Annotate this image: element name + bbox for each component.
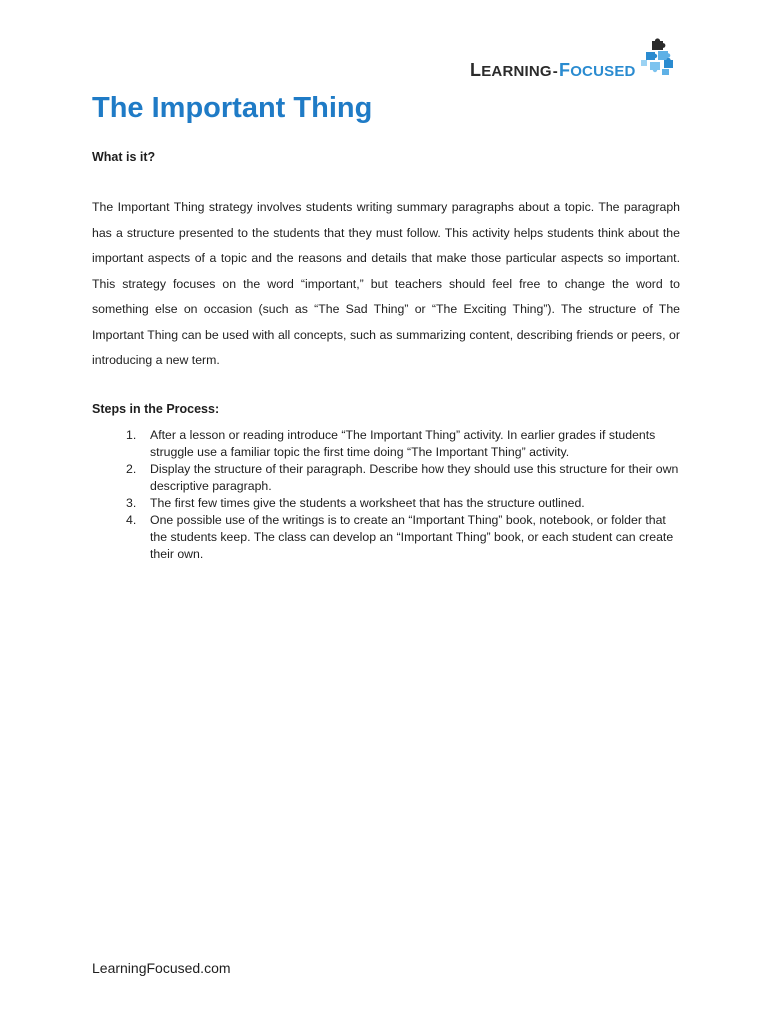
intro-paragraph: The Important Thing strategy involves students writing summary paragraphs about a topic. The paragraph has a structure presented to the students that they must follow. This activity helps students think about the important aspects of a topic and the reasons and details that make those particular aspects so important. This strategy focuses on the word “important,” but teachers should feel free to change the word to something else on occasion (such as “The Sad Thing” or “The Exciting Thing”). The structure of The Important Thing can be used with all concepts, such as summarizing content, describing friends or peers, or introducing a new term. (92, 200, 680, 367)
step-number: 1. (126, 428, 137, 442)
logo-word-learning: EARNING (481, 63, 552, 80)
list-item (126, 495, 682, 512)
puzzle-pieces-icon (640, 38, 676, 76)
list-item (126, 461, 682, 495)
logo-initial-l: L (470, 60, 482, 80)
page-title: The Important Thing (92, 92, 373, 124)
footer-website: LearningFocused.com (92, 960, 231, 976)
logo-separator: - (552, 63, 558, 80)
step-number: 2. (126, 462, 137, 476)
steps-list (126, 427, 682, 563)
what-is-it-heading: What is it? (92, 150, 156, 164)
steps-heading: Steps in the Process: (92, 402, 220, 416)
step-text: Display the structure of their paragraph. Describe how they should use this structure for their own descriptive paragraph. (150, 462, 679, 493)
step-number: 3. (126, 496, 137, 510)
logo-wordmark (470, 60, 636, 81)
logo-word-focused: OCUSED (570, 63, 636, 80)
logo-initial-f: F (558, 60, 571, 80)
list-item (126, 512, 682, 563)
step-text: After a lesson or reading introduce “The Important Thing” activity. In earlier grades if students struggle use a familiar topic the first time doing “The Important Thing” activity. (150, 428, 656, 459)
list-item (126, 427, 682, 461)
step-text: One possible use of the writings is to create an “Important Thing” book, notebook, or folder that the students keep. The class can develop an “Important Thing” book, or each student can create their own. (150, 513, 674, 561)
step-number: 4. (126, 513, 137, 527)
step-text: The first few times give the students a worksheet that has the structure outlined. (150, 496, 585, 510)
learning-focused-logo (470, 38, 680, 82)
